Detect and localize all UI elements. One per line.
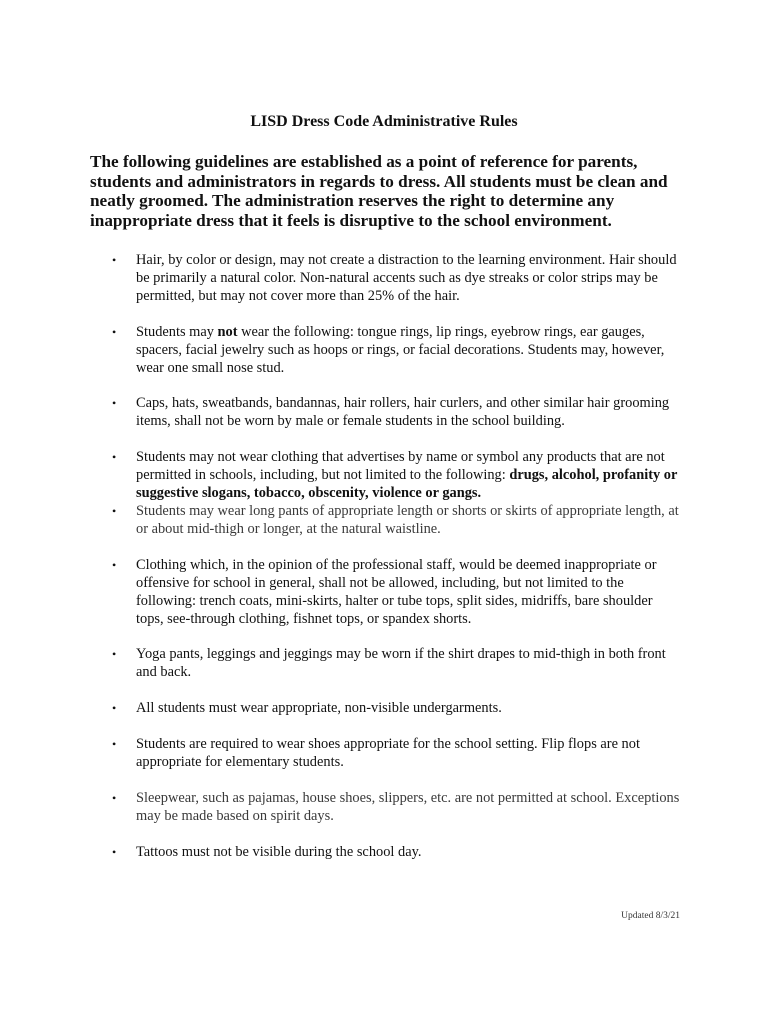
rule-text: Tattoos must not be visible during the school day. <box>136 844 422 860</box>
rule-text <box>136 448 681 502</box>
rule-text: Caps, hats, sweatbands, bandannas, hair rollers, hair curlers, and other similar hair grooming items, shall not be worn by male or female students in the school building. <box>136 395 670 429</box>
rule-text-post: wear the following: tongue rings, lip rings, eyebrow rings, ear gauges, spacers, facial jewelry such as hoops or rings, or facial decorations. Students may, however, wear one small nose stud. <box>136 324 665 376</box>
rule-text: Students are required to wear shoes appropriate for the school setting. Flip flops are not appropriate for elementary students. <box>136 736 640 770</box>
intro-paragraph: The following guidelines are established as a point of reference for parents, students and administrators in regards to dress. All students must be clean and neatly groomed. The administration reserves the right to determine any inappropriate dress that it feels is disruptive to the school environment. <box>90 152 668 230</box>
bullet-icon: • <box>112 325 117 339</box>
rule-text-emphasis: not <box>217 324 238 340</box>
rule-text <box>136 323 681 377</box>
rule-text: Sleepwear, such as pajamas, house shoes, slippers, etc. are not permitted at school. Exceptions may be made based on spirit days. <box>136 790 680 824</box>
rule-text: Yoga pants, leggings and jeggings may be worn if the shirt drapes to mid-thigh in both front and back. <box>136 646 666 680</box>
bullet-icon: • <box>112 701 117 715</box>
rule-text-pre: Students may not wear clothing that advertises by name or symbol any products that are not permitted in schools, including, but not limited to the following: <box>136 449 665 483</box>
rule-text: Students may wear long pants of appropriate length or shorts or skirts of appropriate length, at or about mid-thigh or longer, at the natural waistline. <box>136 503 679 537</box>
document-title: LISD Dress Code Administrative Rules <box>250 113 518 130</box>
bullet-icon: • <box>112 504 117 518</box>
bullet-icon: • <box>112 396 117 410</box>
bullet-icon: • <box>112 737 117 751</box>
bullet-icon: • <box>112 845 117 859</box>
bullet-icon: • <box>112 647 117 661</box>
rule-text: Clothing which, in the opinion of the professional staff, would be deemed inappropriate or offensive for school in general, shall not be allowed, including, but not limited to the following: trench coats, mini-skirts, halter or tube tops, split sides, midriffs, bare shoulder tops, see-through clothing, fishnet tops, or spandex shorts. <box>136 557 657 627</box>
rule-text: Hair, by color or design, may not create a distraction to the learning environment. Hair should be primarily a natural color. Non-natural accents such as dye streaks or color strips may be permitted, but may not cover more than 25% of the hair. <box>136 252 677 304</box>
bullet-icon: • <box>112 791 117 805</box>
bullet-icon: • <box>112 450 117 464</box>
rule-text-emphasis: drugs, alcohol, profanity or suggestive slogans, tobacco, obscenity, violence or gangs. <box>136 467 678 501</box>
bullet-icon: • <box>112 558 117 572</box>
rule-text: All students must wear appropriate, non-visible undergarments. <box>136 700 502 716</box>
bullet-icon: • <box>112 253 117 267</box>
rule-text-pre: Students may <box>136 324 218 340</box>
updated-date: Updated 8/3/21 <box>621 911 680 921</box>
